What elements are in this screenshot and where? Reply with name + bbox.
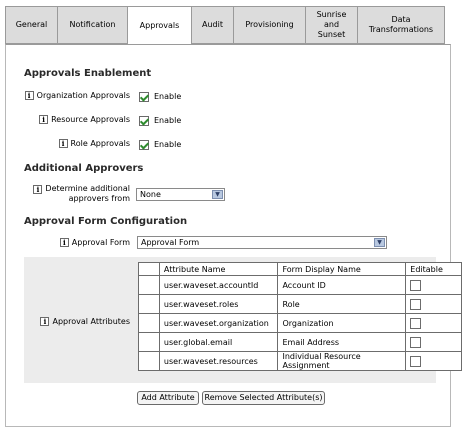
approval-form-label: Approval Form [71,238,130,247]
chevron-down-icon: ▼ [374,238,385,247]
attribute-name-cell: user.global.email [159,333,278,352]
determine-approvers-label [30,184,130,204]
editable-checkbox[interactable] [410,280,421,291]
tab-data-transformations[interactable] [357,6,445,44]
select-value: Approval Form [141,238,200,247]
table-header-row [139,263,462,276]
row-select-cell[interactable] [139,333,160,352]
additional-approvers-select[interactable] [136,188,225,201]
row-select-cell[interactable] [139,352,160,371]
tab-label: General [15,20,48,29]
approval-form-select[interactable] [137,236,387,249]
row-select-cell[interactable] [139,295,160,314]
editable-cell [406,352,462,371]
resource-approvals-label: Resource Approvals [51,115,130,124]
attribute-name-cell: user.waveset.roles [159,295,278,314]
info-icon[interactable]: i [59,139,68,148]
tab-label: Sunrise and Sunset [316,10,347,39]
organization-approvals-label-row [20,91,130,100]
tab-bar [5,6,445,44]
tab-approvals[interactable] [127,6,192,45]
tab-label: Audit [202,20,223,29]
table-row [139,295,462,314]
section-approval-form-configuration: Approval Form Configuration [24,216,188,227]
form-display-name-cell: Individual Resource Assignment [278,352,406,371]
label-line: approvers from [68,194,130,203]
attribute-name-cell: user.waveset.resources [159,352,278,371]
info-icon[interactable]: i [40,317,49,326]
tab-label: Provisioning [245,20,294,29]
select-value: None [140,190,161,199]
form-display-name-cell: Role [278,295,406,314]
editable-cell [406,314,462,333]
remove-selected-attributes-button[interactable]: Remove Selected Attribute(s) [202,391,325,405]
info-icon[interactable]: i [60,238,69,247]
role-approvals-label: Role Approvals [70,139,130,148]
tab-sunrise-and-sunset[interactable] [305,6,358,44]
enable-label: Enable [154,92,182,101]
editable-checkbox[interactable] [410,299,421,310]
table-row [139,276,462,295]
tab-audit[interactable] [191,6,234,44]
tab-notification[interactable] [57,6,128,44]
add-attribute-button[interactable]: Add Attribute [137,391,199,405]
chevron-down-icon: ▼ [212,190,223,199]
role-approvals-label-row [20,139,130,148]
tab-label: Notification [69,20,116,29]
column-header-form-display-name: Form Display Name [278,263,406,276]
table-row [139,333,462,352]
tab-general[interactable] [5,6,58,44]
attribute-name-cell: user.waveset.accountId [159,276,278,295]
resource-approvals-label-row [20,115,130,124]
label-line: Determine additional [45,184,130,193]
approval-form-label-row [20,238,130,247]
tab-label: Approvals [139,20,180,30]
form-display-name-cell: Account ID [278,276,406,295]
organization-approvals-label: Organization Approvals [36,91,130,100]
form-display-name-cell: Email Address [278,333,406,352]
section-approvals-enablement: Approvals Enablement [24,68,152,79]
approval-attributes-label: Approval Attributes [52,317,130,326]
editable-cell [406,295,462,314]
row-select-cell[interactable] [139,314,160,333]
editable-cell [406,276,462,295]
info-icon[interactable]: i [39,115,48,124]
tab-provisioning[interactable] [233,6,306,44]
info-icon[interactable]: i [33,185,42,194]
resource-approvals-checkbox[interactable] [139,116,149,126]
approval-attributes-table [138,262,462,371]
table-row [139,352,462,371]
editable-checkbox[interactable] [410,356,421,367]
editable-checkbox[interactable] [410,318,421,329]
row-select-cell[interactable] [139,276,160,295]
editable-cell [406,333,462,352]
editable-checkbox[interactable] [410,337,421,348]
tab-label: Data Transformations [368,15,434,34]
column-header-select [139,263,160,276]
role-approvals-checkbox[interactable] [139,140,149,150]
info-icon[interactable]: i [25,91,34,100]
attribute-name-cell: user.waveset.organization [159,314,278,333]
column-header-attribute-name: Attribute Name [159,263,278,276]
form-display-name-cell: Organization [278,314,406,333]
table-row [139,314,462,333]
approval-attributes-label-row [20,317,130,326]
column-header-editable: Editable [406,263,462,276]
organization-approvals-checkbox[interactable] [139,92,149,102]
section-additional-approvers: Additional Approvers [24,163,144,174]
enable-label: Enable [154,116,182,125]
enable-label: Enable [154,140,182,149]
